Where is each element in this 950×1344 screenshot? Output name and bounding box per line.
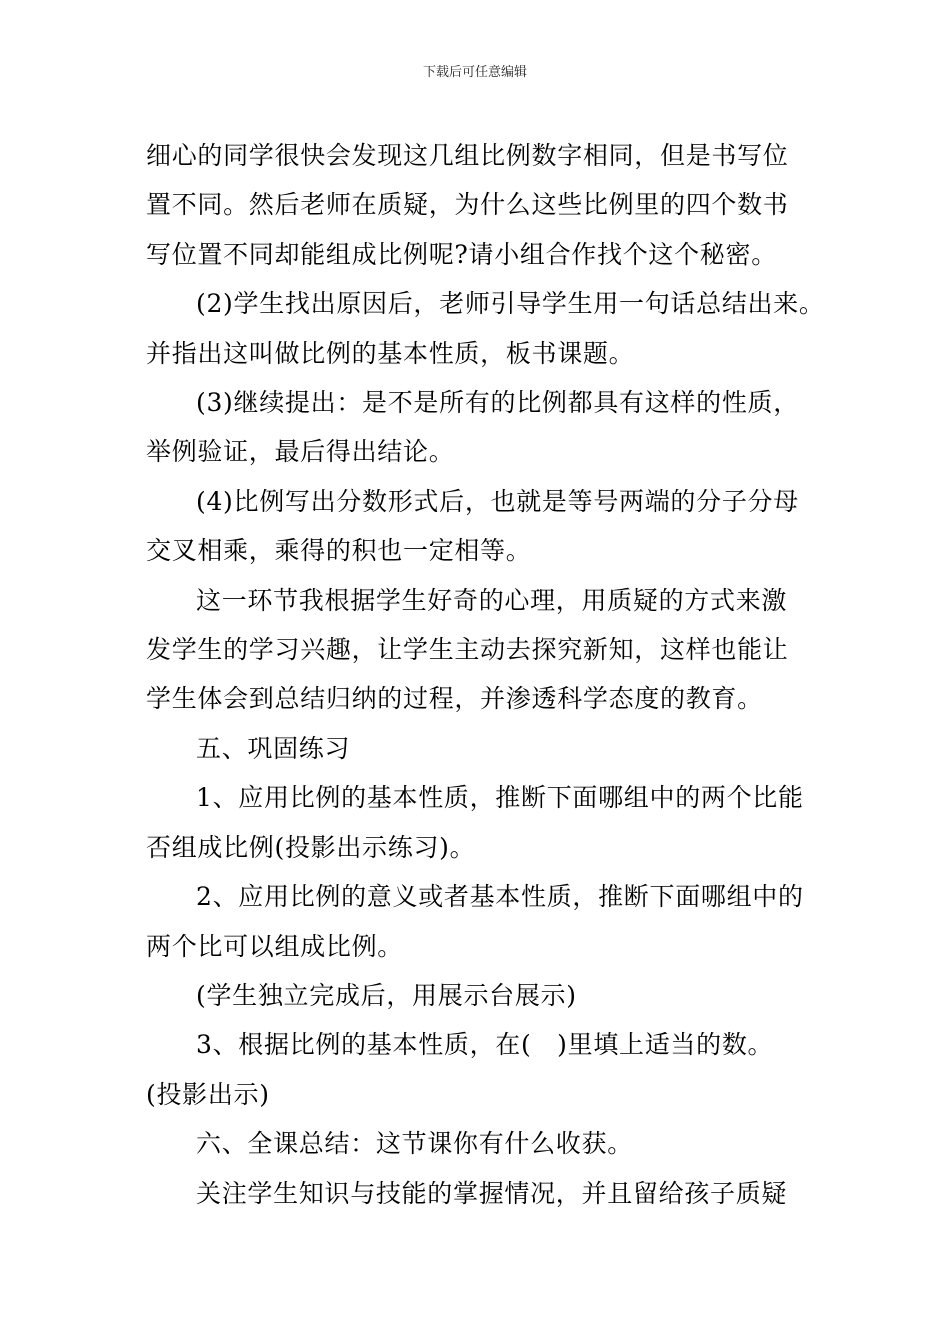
paragraph-step-2 — [146, 279, 825, 378]
text-line: (学生独立完成后，用展示台展示) — [196, 980, 577, 1010]
document-body — [146, 131, 825, 1218]
text-line: 细心的同学很快会发现这几组比例数字相同，但是书写位 — [146, 141, 789, 170]
paragraph-exercise-1 — [146, 773, 811, 872]
text-line: 两个比可以组成比例。 — [146, 931, 404, 961]
section-heading-summary — [146, 1119, 811, 1168]
text-line: (4)比例写出分数形式后，也就是等号两端的分子分母 — [196, 486, 799, 516]
paragraph-step-3 — [146, 378, 811, 477]
text-line: 写位置不同却能组成比例呢?请小组合作找个这个秘密。 — [146, 239, 777, 269]
text-line: (2)学生找出原因后，老师引导学生用一句话总结出来。 — [196, 289, 825, 319]
text-line: 五、巩固练习 — [196, 733, 351, 763]
page-header: 下载后可任意编辑 — [422, 65, 527, 80]
paragraph-discovery — [146, 131, 811, 279]
paragraph-exercise-2 — [146, 872, 811, 971]
paragraph-reflection — [146, 576, 811, 724]
text-line: 并指出这叫做比例的基本性质，板书课题。 — [146, 338, 635, 368]
text-line: 交叉相乘，乘得的积也一定相等。 — [146, 536, 532, 566]
text-line: 发学生的学习兴趣，让学生主动去探究新知，这样也能让 — [146, 635, 789, 665]
text-line: 学生体会到总结归纳的过程，并渗透科学态度的教育。 — [146, 684, 763, 714]
text-line: (3)继续提出：是不是所有的比例都具有这样的性质， — [196, 388, 799, 418]
paragraph-closing — [146, 1169, 811, 1218]
text-line: 关注学生知识与技能的掌握情况，并且留给孩子质疑 — [196, 1178, 788, 1208]
text-line: 否组成比例(投影出示练习)。 — [146, 832, 476, 862]
text-line: (投影出示) — [146, 1079, 270, 1109]
paragraph-display-note — [146, 971, 811, 1020]
text-line: 举例验证，最后得出结论。 — [146, 437, 455, 467]
paragraph-step-4 — [146, 477, 811, 576]
text-line: 这一环节我根据学生好奇的心理，用质疑的方式来激 — [196, 585, 788, 615]
text-line: 置不同。然后老师在质疑，为什么这些比例里的四个数书 — [146, 190, 789, 220]
text-line: 1、应用比例的基本性质，推断下面哪组中的两个比能 — [196, 783, 804, 813]
section-heading-practice — [146, 724, 811, 773]
paragraph-exercise-3 — [146, 1020, 811, 1119]
text-line: 六、全课总结：这节课你有什么收获。 — [196, 1129, 633, 1159]
text-line: 2、应用比例的意义或者基本性质，推断下面哪组中的 — [196, 882, 804, 912]
text-line: 3、根据比例的基本性质，在( )里填上适当的数。 — [196, 1030, 774, 1060]
